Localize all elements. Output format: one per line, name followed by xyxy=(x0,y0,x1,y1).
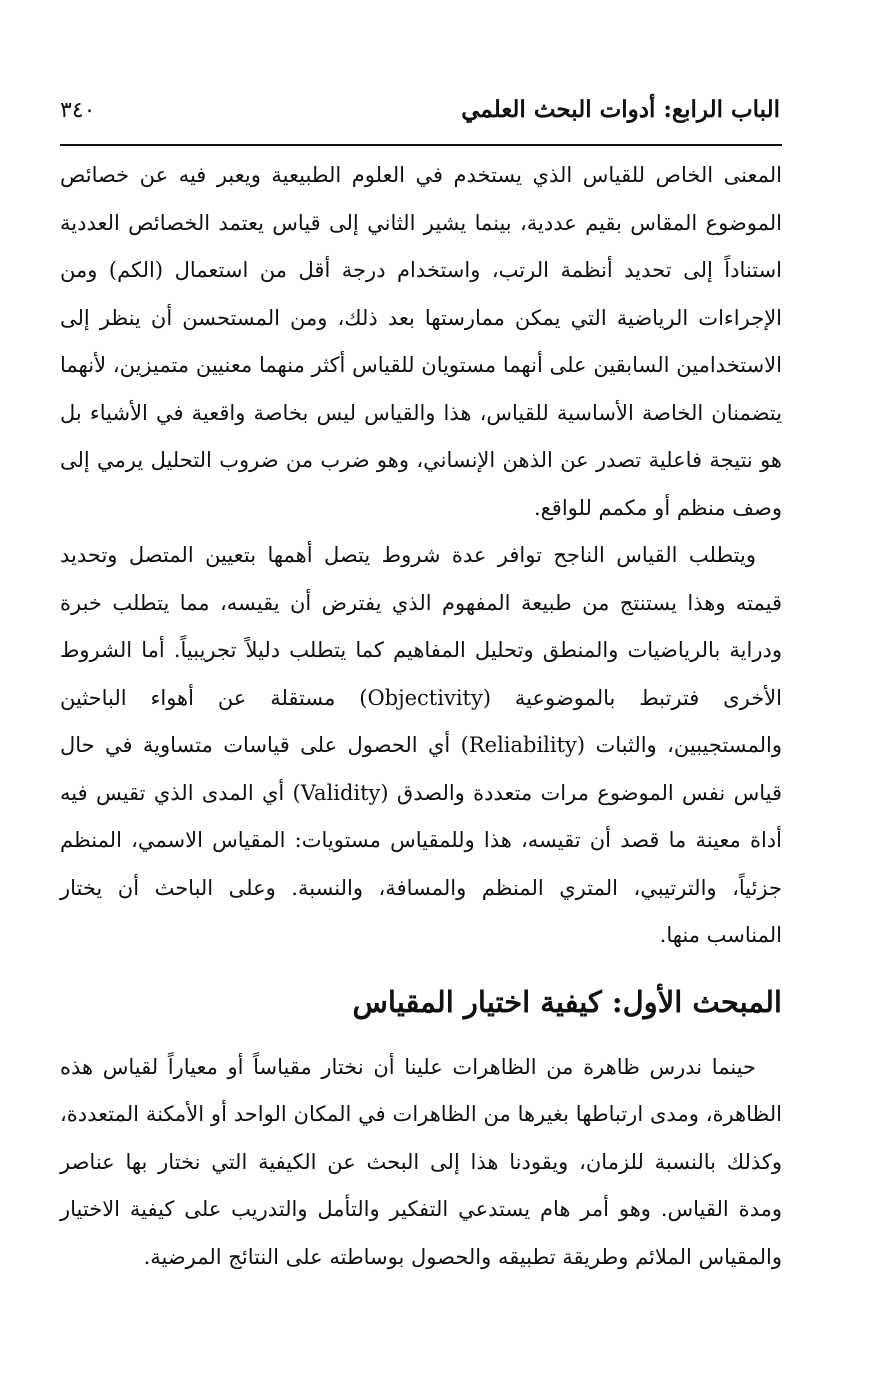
paragraph-text: ويتطلب القياس الناجح توافر عدة شروط يتصل أهمها بتعيين المتصل وتحديد قيمته وهذا يستنتج من طبيعة المفهوم الذي يفترض أن يقيسه، مما يتطلب خبرة ودراية بالرياضيات والمنطق وتحليل المفاهيم كما يتطلب دليلاً تجريبياً. أما الشروط الأخرى فترتبط بالموضوعية ( xyxy=(60,543,782,710)
paragraph-choosing-measure: حينما ندرس ظاهرة من الظاهرات علينا أن نختار مقياساً أو معياراً لقياس هذه الظاهرة، ومدى ارتباطها بغيرها من الظاهرات في المكان الواحد أو الأمكنة المتعددة، وكذلك بالنسبة للزمان، ويقودنا هذا إلى البحث عن الكيفية التي نختار بها عناصر ومدة القياس. وهو أمر هام يستدعي التفكير والتأمل والتدريب على كيفية الاختيار والمقياس الملائم وطريقة تطبيقه والحصول بوساطته على النتائج المرضية. xyxy=(60,1054,782,1269)
paragraph-text: ) أي الحصول على قياسات متساوية في حال قياس نفس الموضوع مرات متعددة والصدق ( xyxy=(60,733,782,805)
term-validity: Validity xyxy=(300,780,381,805)
paragraph-measurement-meaning: المعنى الخاص للقياس الذي يستخدم في العلوم الطبيعية ويعبر فيه عن خصائص الموضوع المقاس بقيم عددية، بينما يشير الثاني إلى قياس يعتمد الخصائص العددية استناداً إلى تحديد أنظمة الرتب، واستخدام درجة أقل من استعمال (الكم) ومن الإجراءات الرياضية التي يمكن ممارستها بعد ذلك، ومن المستحسن أن ينظر إلى الاستخدامين السابقين على أنهما مستويان للقياس أكثر منهما معنيين متميزين، لأنهما يتضمنان الخاصة الأساسية للقياس، هذا والقياس ليس بخاصة واقعية في الأشياء بل هو نتيجة فاعلية تصدر عن الذهن الإنساني، وهو ضرب من ضروب التحليل يرمي إلى وصف منظم أو مكمم للواقع. xyxy=(60,163,782,520)
paragraph-text: ) مستقلة عن أهواء الباحثين والمستجيبين، والثبات ( xyxy=(60,685,782,757)
header-divider xyxy=(60,144,782,146)
term-objectivity: Objectivity xyxy=(367,685,483,710)
chapter-title: الباب الرابع: أدوات البحث العلمي xyxy=(461,96,780,123)
paragraph-measurement-conditions xyxy=(60,532,782,960)
paragraph-text: ) أي المدى الذي تقيس فيه أداة معينة ما قصد أن تقيسه، هذا وللمقياس مستويات: المقياس الاسمي، المنظم جزئياً، والترتيبي، المتري المنظم والمسافة، والنسبة. وعلى الباحث أن يختار المناسب منها. xyxy=(60,780,782,947)
running-header xyxy=(60,96,780,136)
page-number: ٣٤٠ xyxy=(60,98,96,123)
term-reliability: Reliability xyxy=(468,733,577,757)
page-body xyxy=(60,152,782,1281)
section-heading: المبحث الأول: كيفية اختيار المقياس xyxy=(352,984,782,1019)
